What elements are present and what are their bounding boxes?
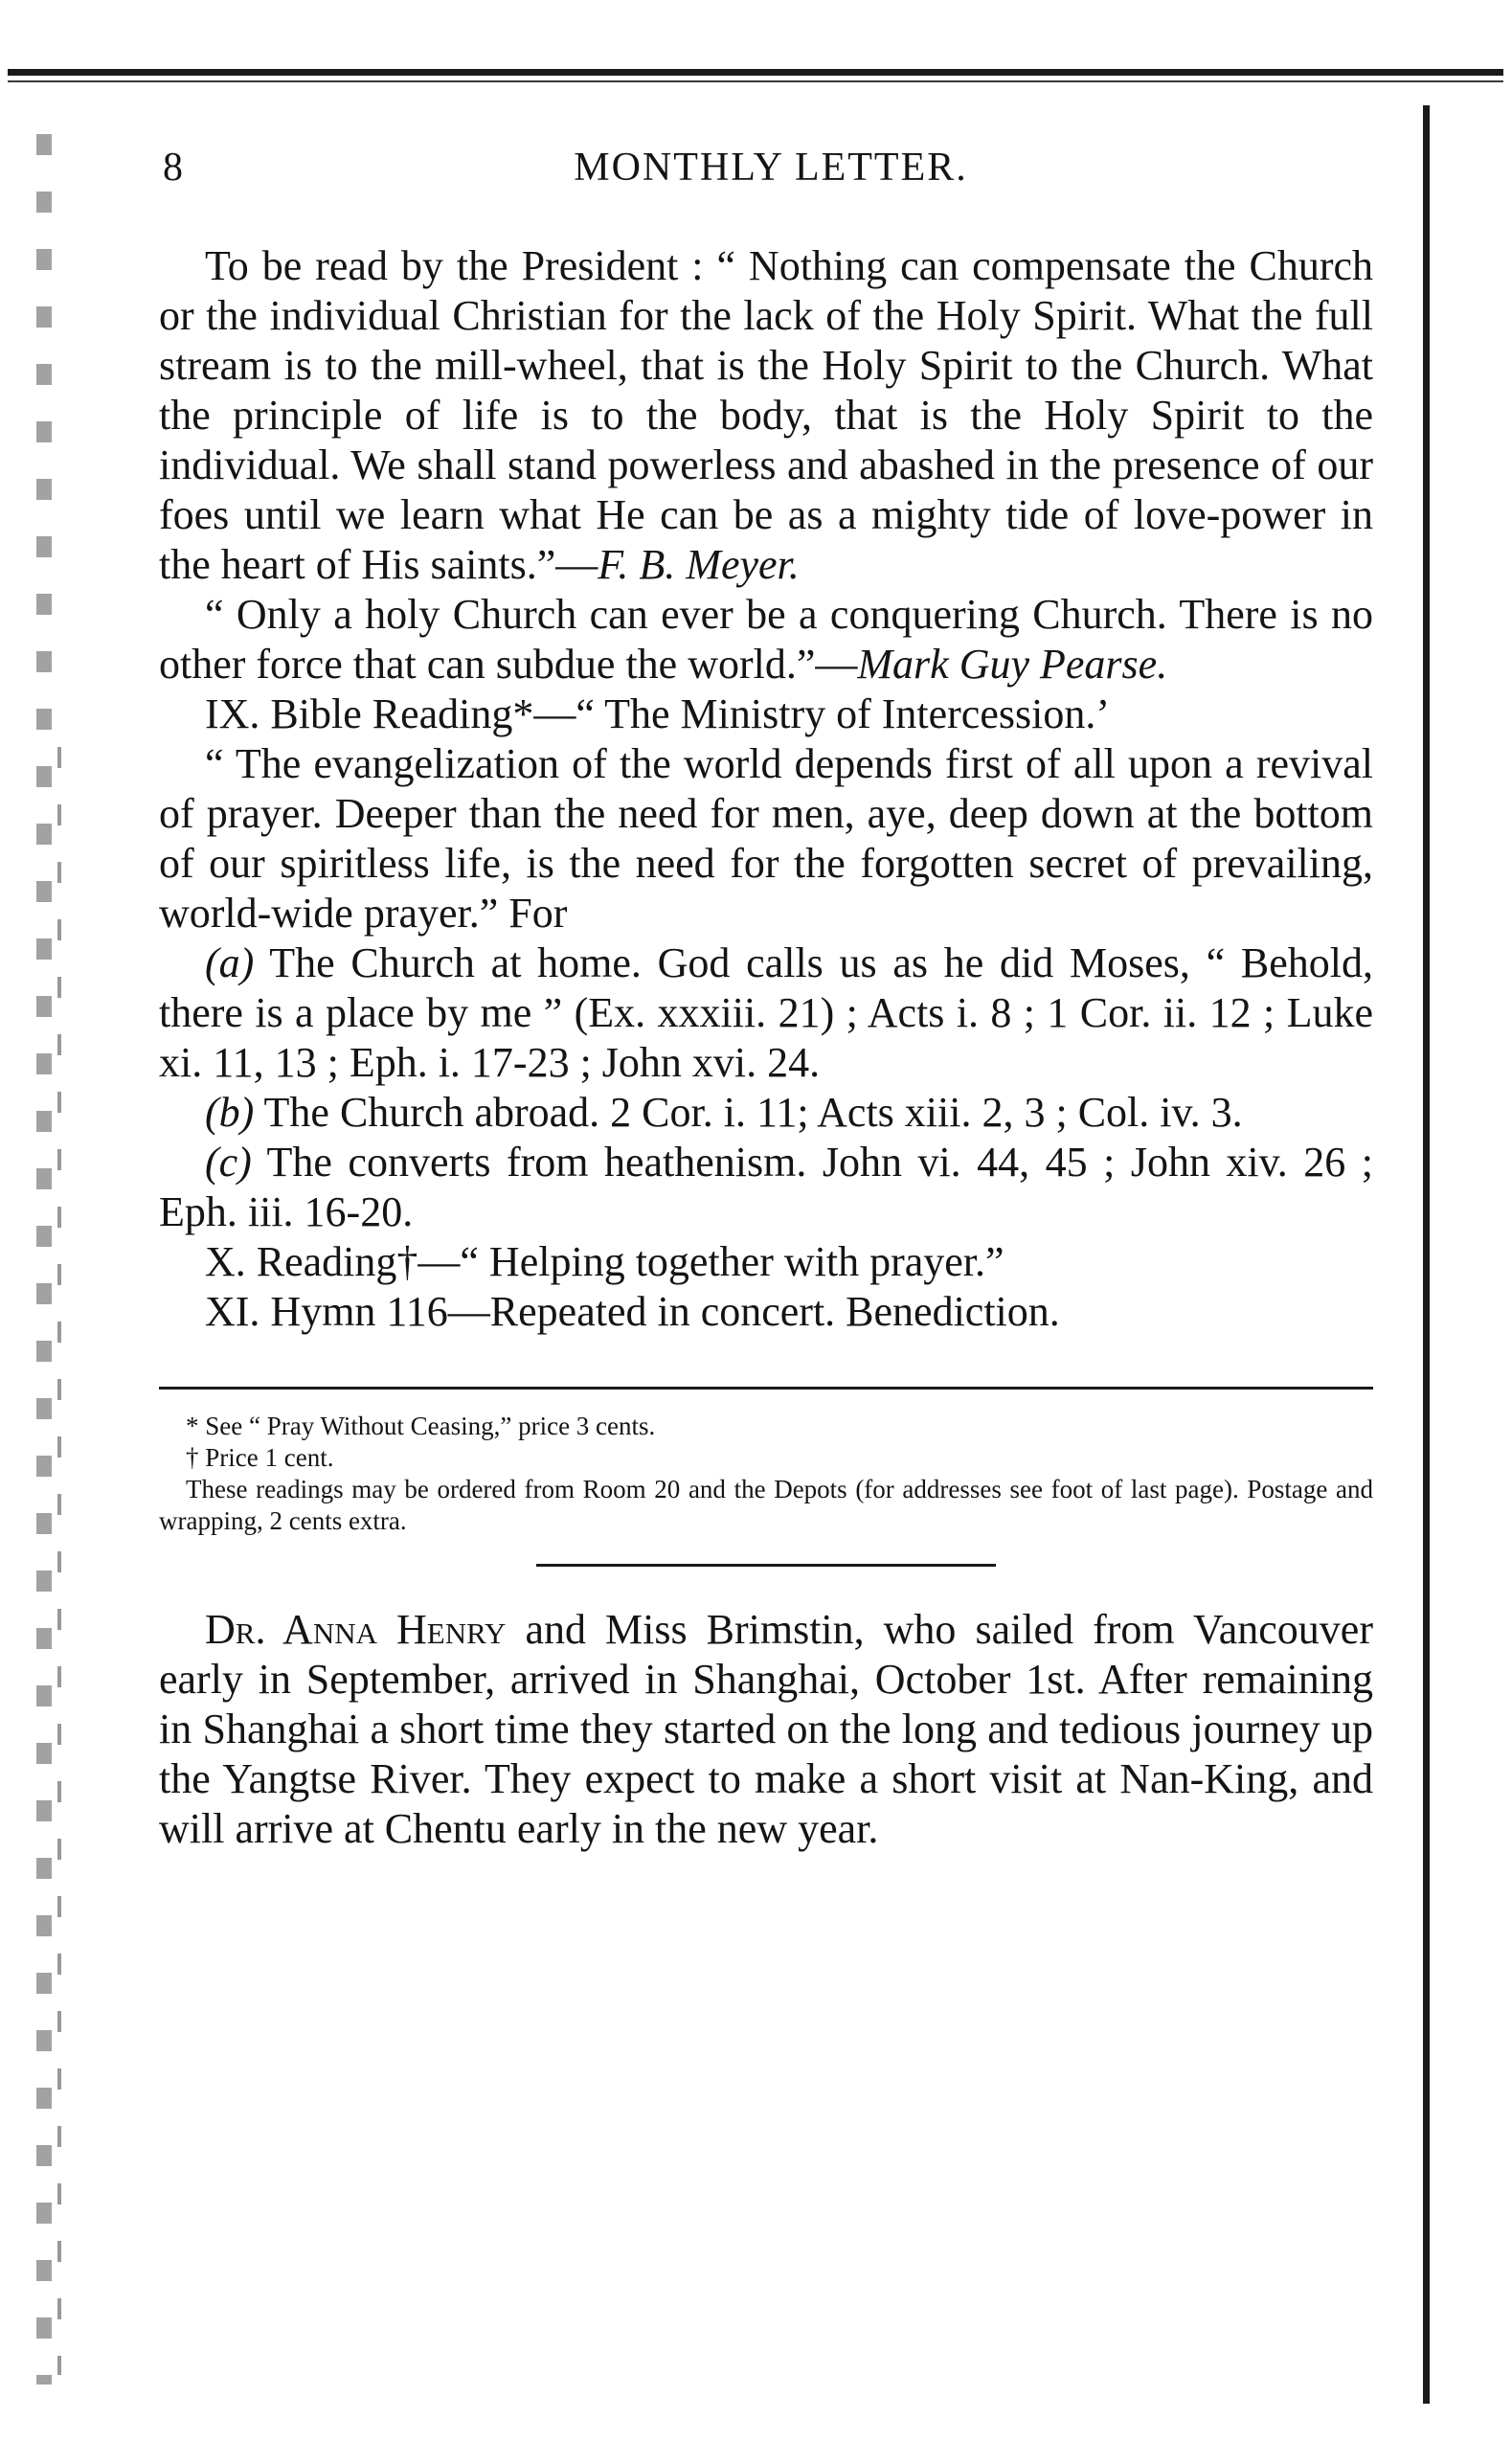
footnote-divider [159, 1387, 1373, 1390]
left-margin-scan-marks [36, 134, 52, 2384]
left-margin-scan-marks-inner [57, 747, 61, 2375]
sub-item-b-text: The Church abroad. 2 Cor. i. 11; Acts xiii. 2, 3 ; Col. iv. 3. [263, 1089, 1243, 1136]
sub-item-c-text: The converts from heathenism. John vi. 44, 45 ; John xiv. 26 ; Eph. iii. 16-20. [159, 1139, 1373, 1235]
pearse-attribution: Mark Guy Pearse. [857, 641, 1168, 688]
sub-item-c-label: (c) [205, 1139, 252, 1186]
footnote-1: * See “ Pray Without Ceasing,” price 3 cents. [186, 1412, 656, 1440]
item-x: X. Reading†—“ Helping together with prayer.” [205, 1238, 1004, 1285]
evangelization-paragraph: “ The evangelization of the world depends first of all upon a revival of prayer. Deeper than the need for men, aye, deep down at the bottom of our spiritless life, is the need for the forgotten secret of prevailing, world-wide prayer.” For [159, 740, 1373, 937]
sub-item-a [159, 938, 1373, 1088]
meyer-quote: To be read by the President : “ Nothing can compensate the Church or the individual Christian for the lack of the Holy Spirit. What the full stream is to the mill-wheel, that is the Holy Spirit to the Church. What the principle of life is to the body, that is the Holy Spirit to the individual. We shall stand powerless and abashed in the presence of our foes until we learn what He can be as a mighty tide of love-power in the heart of His saints.”— [159, 242, 1373, 588]
right-margin-rule [1423, 105, 1430, 2404]
footnotes [159, 1411, 1373, 1537]
pearse-quote: “ Only a holy Church can ever be a conquering Church. There is no other force that can subdue the world.”— [159, 591, 1373, 688]
page-body [159, 241, 1373, 1854]
sub-item-c [159, 1138, 1373, 1237]
sub-item-a-label: (a) [205, 939, 255, 986]
footnote-2: † Price 1 cent. [186, 1443, 334, 1472]
item-ix: IX. Bible Reading*—“ The Ministry of Intercession.’ [205, 690, 1110, 737]
sub-item-b [159, 1088, 1373, 1138]
page-header [163, 139, 1379, 196]
page-number: 8 [163, 146, 183, 190]
president-reading-paragraph [159, 241, 1373, 590]
news-paragraph [159, 1605, 1373, 1854]
news-text: and Miss Brimstin, who sailed from Vancouver early in September, arrived in Shanghai, October 1st. After remaining in Shanghai a short time they started on the long and tedious journey up the Yangtse River. They expect to make a short visit at Nan-King, and will arrive at Chentu early in the new year. [159, 1606, 1373, 1852]
sub-item-b-label: (b) [205, 1089, 255, 1136]
pearse-paragraph [159, 590, 1373, 689]
meyer-attribution: F. B. Meyer. [598, 541, 800, 588]
news-name: Dr. Anna Henry [205, 1606, 507, 1653]
top-border-rule-thin [8, 80, 1503, 82]
section-divider [536, 1564, 996, 1567]
footnote-3: These readings may be ordered from Room 20 and the Depots (for addresses see foot of last page). Postage and wrapping, 2 cents extra. [159, 1475, 1373, 1535]
item-xi: XI. Hymn 116—Repeated in concert. Benediction. [205, 1288, 1060, 1335]
sub-item-a-text: The Church at home. God calls us as he did Moses, “ Behold, there is a place by me ” (Ex. xxxiii. 21) ; Acts i. 8 ; 1 Cor. ii. 12 ; Luke xi. 11, 13 ; Eph. i. 17-23 ; John xvi. 24. [159, 939, 1373, 1086]
running-head: MONTHLY LETTER. [574, 146, 968, 190]
top-border-rule [8, 69, 1503, 76]
